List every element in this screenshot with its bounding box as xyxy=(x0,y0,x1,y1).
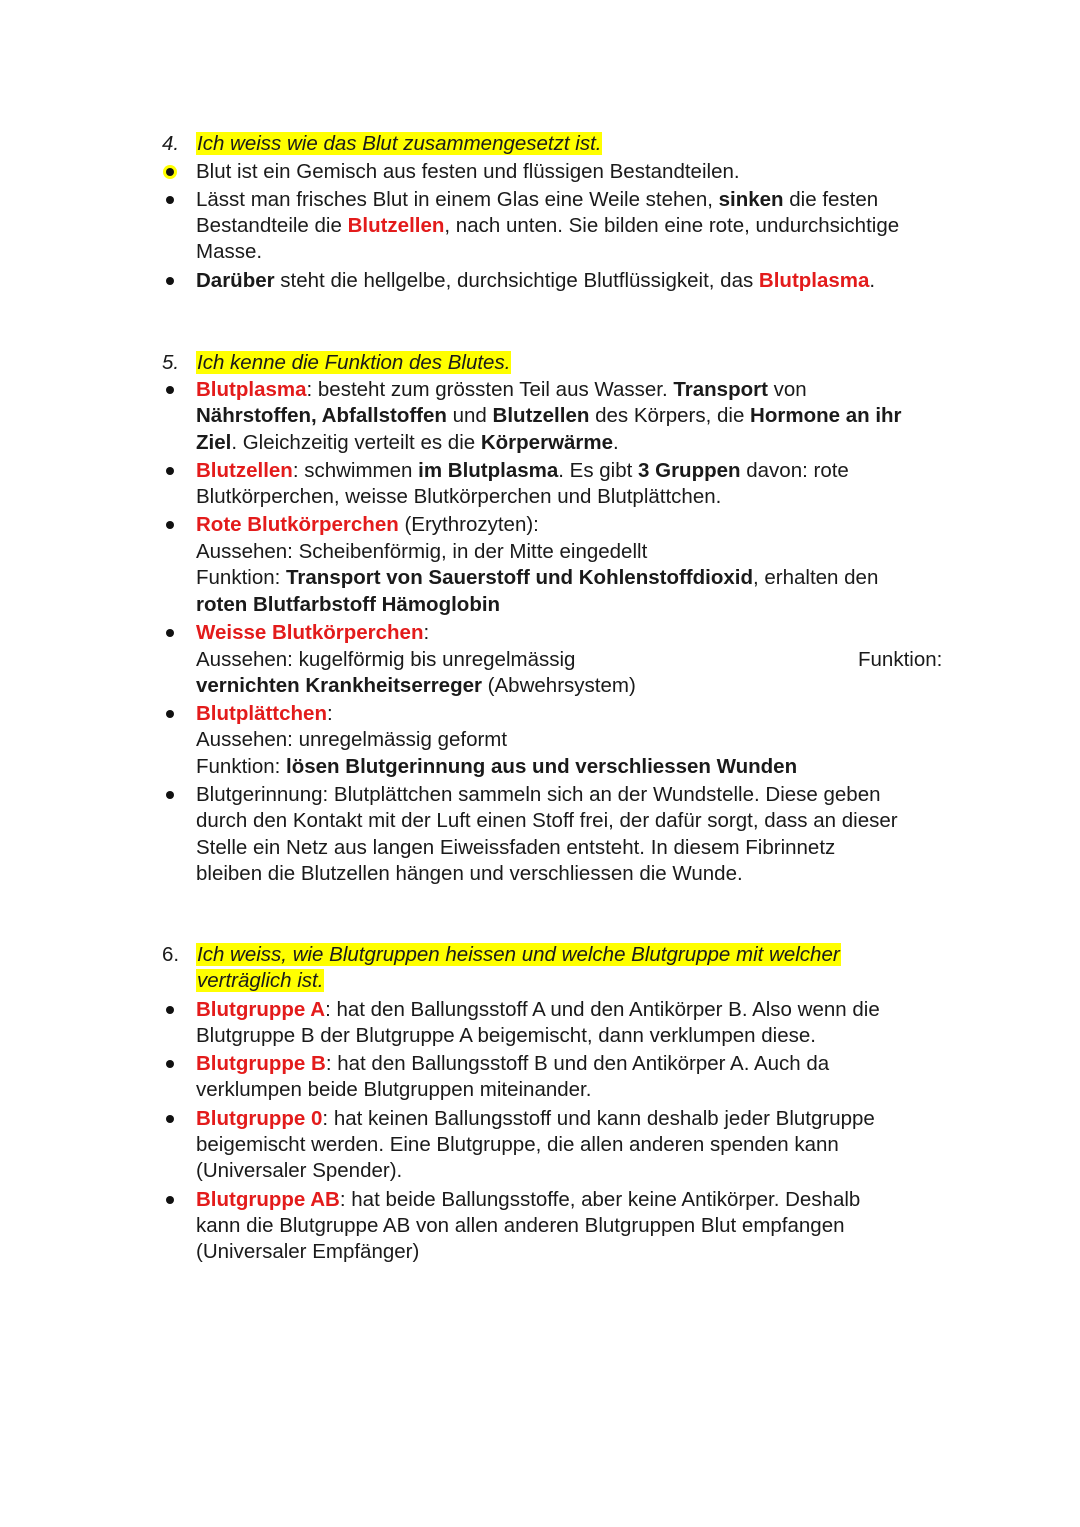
s5-rote-line-2: Aussehen: Scheibenförmig, in der Mitte eingedellt xyxy=(196,540,648,563)
bullet xyxy=(166,386,174,394)
bullet xyxy=(166,196,174,204)
bullet xyxy=(166,467,174,475)
s5-plaettchen-line-1: Blutplättchen: xyxy=(196,702,333,725)
s6-a-line-2: Blutgruppe B der Blutgruppe A beigemischt, dann verklumpen diese. xyxy=(196,1024,816,1047)
s5-gerinnung-line-4: bleiben die Blutzellen hängen und verschliessen die Wunde. xyxy=(196,862,743,885)
s5-plasma-line-3: Ziel. Gleichzeitig verteilt es die Körperwärme. xyxy=(196,431,619,454)
s6-0-line-1: Blutgruppe 0: hat keinen Ballungsstoff und kann deshalb jeder Blutgruppe xyxy=(196,1107,875,1130)
s5-weisse-line-2: Aussehen: kugelförmig bis unregelmässig xyxy=(196,648,576,671)
bullet xyxy=(166,710,174,718)
s5-zellen-line-2: Blutkörperchen, weisse Blutkörperchen und Blutplättchen. xyxy=(196,485,722,508)
s6-ab-line-3: (Universaler Empfänger) xyxy=(196,1240,420,1263)
section-4-number: 4. xyxy=(162,132,180,155)
s6-0-line-2: beigemischt werden. Eine Blutgruppe, die allen anderen spenden kann xyxy=(196,1133,839,1156)
section-6-heading-1: Ich weiss, wie Blutgruppen heissen und welche Blutgruppe mit welcher xyxy=(197,943,840,966)
s5-weisse-funktion-label: Funktion: xyxy=(858,648,943,671)
bullet xyxy=(166,1115,174,1123)
s5-rote-line-3: Funktion: Transport von Sauerstoff und Kohlenstoffdioxid, erhalten den xyxy=(196,566,879,589)
s5-plasma-line-2: Nährstoffen, Abfallstoffen und Blutzellen des Körpers, die Hormone an ihr xyxy=(196,404,902,427)
section-5-heading: Ich kenne die Funktion des Blutes. xyxy=(197,351,511,374)
s5-plasma-line-1: Blutplasma: besteht zum grössten Teil aus Wasser. Transport von xyxy=(196,378,807,401)
s5-rote-line-4: roten Blutfarbstoff Hämoglobin xyxy=(196,593,501,616)
bullet xyxy=(166,1006,174,1014)
bullet xyxy=(166,521,174,529)
s5-weisse-line-1: Weisse Blutkörperchen: xyxy=(196,621,430,644)
bullet xyxy=(166,1196,174,1204)
section-6-heading-2: verträglich ist. xyxy=(197,969,324,992)
s5-gerinnung-line-2: durch den Kontakt mit der Luft einen Stoff frei, der dafür sorgt, dass an dieser xyxy=(196,809,898,832)
s4-line-3: Bestandteile die Blutzellen, nach unten. Sie bilden eine rote, undurchsichtige xyxy=(196,214,900,237)
bullet xyxy=(166,791,174,799)
bullet xyxy=(166,168,174,176)
s4-line-1: Blut ist ein Gemisch aus festen und flüssigen Bestandteilen. xyxy=(196,160,740,183)
bullet xyxy=(166,277,174,285)
s5-gerinnung-line-1: Blutgerinnung: Blutplättchen sammeln sich an der Wundstelle. Diese geben xyxy=(196,783,881,806)
s5-gerinnung-line-3: Stelle ein Netz aus langen Eiweissfaden entsteht. In diesem Fibrinnetz xyxy=(196,836,836,859)
s6-0-line-3: (Universaler Spender). xyxy=(196,1159,403,1182)
s6-ab-line-2: kann die Blutgruppe AB von allen anderen Blutgruppen Blut empfangen xyxy=(196,1214,845,1237)
section-6-number: 6. xyxy=(162,943,180,966)
s6-ab-line-1: Blutgruppe AB: hat beide Ballungsstoffe, aber keine Antikörper. Deshalb xyxy=(196,1188,861,1211)
s5-plaettchen-line-2: Aussehen: unregelmässig geformt xyxy=(196,728,508,751)
s5-zellen-line-1: Blutzellen: schwimmen im Blutplasma. Es gibt 3 Gruppen davon: rote xyxy=(196,459,849,482)
bullet xyxy=(166,629,174,637)
s6-b-line-2: verklumpen beide Blutgruppen miteinander. xyxy=(196,1078,592,1101)
s6-a-line-1: Blutgruppe A: hat den Ballungsstoff A und den Antikörper B. Also wenn die xyxy=(196,998,880,1021)
s5-weisse-line-3: vernichten Krankheitserreger (Abwehrsystem) xyxy=(196,674,636,697)
s4-line-5: Darüber steht die hellgelbe, durchsichtige Blutflüssigkeit, das Blutplasma. xyxy=(196,269,876,292)
s6-b-line-1: Blutgruppe B: hat den Ballungsstoff B und den Antikörper A. Auch da xyxy=(196,1052,830,1075)
s5-plaettchen-line-3: Funktion: lösen Blutgerinnung aus und verschliessen Wunden xyxy=(196,755,798,778)
s4-line-2: Lässt man frisches Blut in einem Glas eine Weile stehen, sinken die festen xyxy=(196,188,879,211)
s5-rote-line-1: Rote Blutkörperchen (Erythrozyten): xyxy=(196,513,539,536)
section-5-number: 5. xyxy=(162,351,180,374)
section-4-heading: Ich weiss wie das Blut zusammengesetzt ist. xyxy=(197,132,602,155)
bullet xyxy=(166,1060,174,1068)
s4-line-4: Masse. xyxy=(196,240,263,263)
